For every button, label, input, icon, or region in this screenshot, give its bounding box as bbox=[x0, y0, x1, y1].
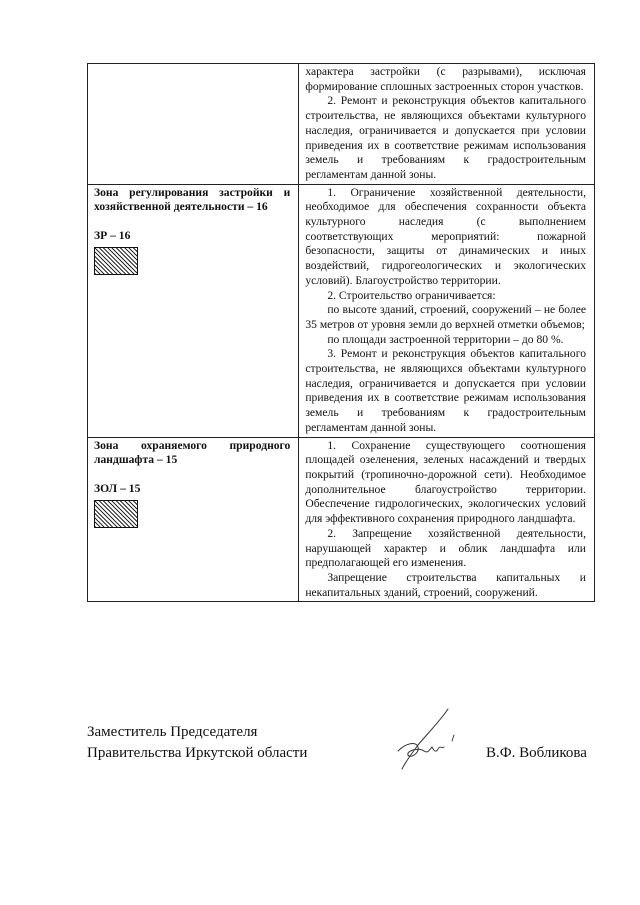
requirement-paragraph: 2. Строительство ограничивается: bbox=[327, 288, 496, 302]
zone-requirements-cell bbox=[299, 184, 595, 437]
requirement-paragraph: 3. Ремонт и реконструкция объектов капитального строительства, не являющихся объектами культурного наследия, ограничивается и допускается при условии приведения их в соответствие режимам использования земель и требованиям к градостроительным регламентам данной зоны. bbox=[305, 347, 586, 434]
requirement-paragraph: по площади застроенной территории – до 80 %. bbox=[327, 332, 564, 346]
empty-zone-cell bbox=[88, 64, 299, 185]
requirement-paragraph: 2. Запрещение хозяйственной деятельности, нарушающей характер и облик ландшафта или предполагающей его изменения. bbox=[305, 526, 586, 570]
handwritten-signature bbox=[388, 707, 468, 775]
zone-name-cell bbox=[88, 437, 299, 602]
requirement-paragraph: по высоте зданий, строений, сооружений – не более 35 метров от уровня земли до верхней отметки объемов; bbox=[305, 303, 586, 331]
requirement-paragraph: 2. Ремонт и реконструкция объектов капитального строительства, не являющихся объектами культурного наследия, ограничивается и допускается при условии приведения их в соответствие режимам использования земель и требованиям к градостроительным регламентам данной зоны. bbox=[305, 94, 586, 181]
zone-name: Зона регулирования застройки и хозяйственной деятельности – 16 bbox=[94, 185, 291, 214]
zone-name-cell bbox=[88, 184, 299, 437]
position-line: Заместитель Председателя bbox=[87, 724, 258, 740]
hatch-legend-swatch bbox=[94, 500, 138, 528]
requirement-paragraph: Запрещение строительства капитальных и некапитальных зданий, строений, сооружений. bbox=[305, 570, 586, 599]
requirement-paragraph: 1. Сохранение существующего соотношения площадей озеленения, зеленых насаждений и твердых покрытий (тропиночно-дорожной сети). Необходимое дополнительное благоустройство территории. Обеспечение гидрологических, экологических условий для эффективного сохранения природного ландшафта. bbox=[305, 438, 586, 526]
requirement-paragraph: 1. Ограничение хозяйственной деятельности, необходимое для обеспечения сохранности объекта культурного наследия (с выполнением соответствующих мероприятий: пожарной безопасности, защиты от динамических и иных воздействий, гидрогеологических и экологических условий). Благоустройство территории. bbox=[305, 185, 586, 287]
table-row bbox=[88, 184, 595, 437]
zones-table bbox=[87, 63, 595, 602]
position-line: Правительства Иркутской области bbox=[87, 745, 308, 761]
zone-name: Зона охраняемого природного ландшафта – 15 bbox=[94, 438, 291, 467]
signer-name: В.Ф. Вобликова bbox=[486, 745, 587, 761]
zone-requirements-cell bbox=[299, 437, 595, 602]
zone-code: ЗР – 16 bbox=[94, 229, 131, 243]
zone-code: ЗОЛ – 15 bbox=[94, 481, 141, 495]
signatory-position bbox=[87, 722, 307, 764]
table-row bbox=[88, 437, 595, 602]
zone-requirements-cell bbox=[299, 64, 595, 185]
table-row bbox=[88, 64, 595, 185]
requirement-paragraph: характера застройки (с разрывами), исключая формирование сплошных застроенных сторон участков. bbox=[305, 65, 586, 93]
hatch-legend-swatch bbox=[94, 247, 138, 275]
